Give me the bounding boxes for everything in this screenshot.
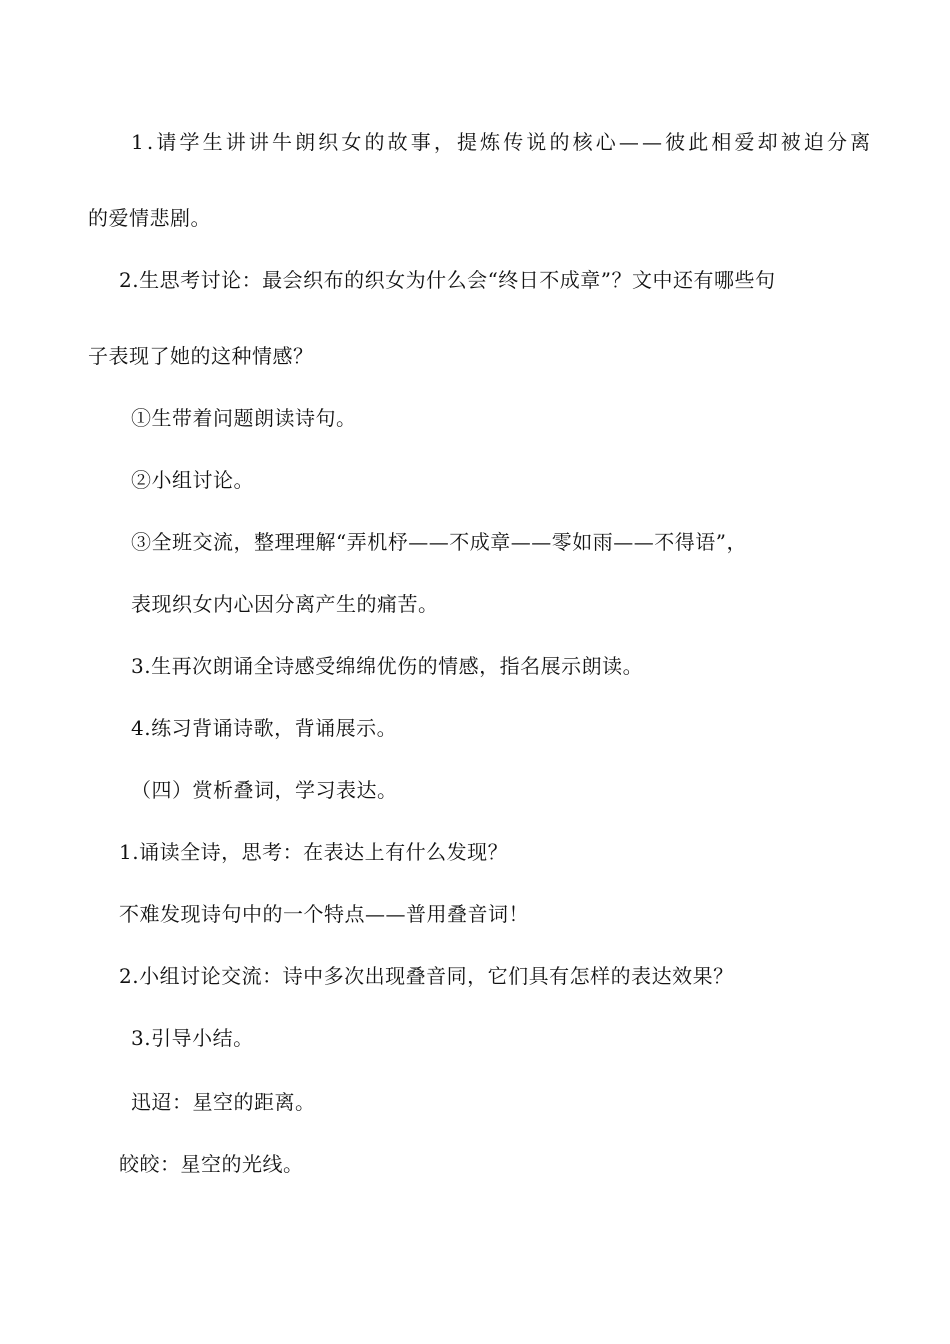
- paragraph-line-3: 2.生思考讨论：最会织布的织女为什么会“终日不成章”？文中还有哪些句: [119, 268, 776, 292]
- paragraph-line-16: 迅迢：星空的距离。: [131, 1090, 316, 1114]
- paragraph-line-6: ②小组讨论。: [131, 468, 254, 492]
- paragraph-line-2: 的爱情悲剧。: [88, 206, 211, 230]
- paragraph-line-10: 4.练习背诵诗歌，背诵展示。: [131, 716, 398, 740]
- paragraph-line-13: 不难发现诗句中的一个特点——普用叠音词！: [119, 902, 529, 926]
- paragraph-line-1: 1.请学生讲讲牛朗织女的故事，提炼传说的核心——彼此相爱却被迫分离: [131, 130, 874, 154]
- paragraph-line-17: 皎皎：星空的光线。: [119, 1152, 304, 1176]
- paragraph-line-8: 表现织女内心因分离产生的痛苦。: [131, 592, 439, 616]
- paragraph-line-7: ③全班交流，整理理解“弄机杼——不成章——零如雨——不得语”，: [131, 530, 747, 554]
- paragraph-line-15: 3.引导小结。: [131, 1026, 254, 1050]
- paragraph-line-4: 子表现了她的这种情感？: [88, 344, 314, 368]
- paragraph-line-14: 2.小组讨论交流：诗中多次出现叠音同，它们具有怎样的表达效果？: [119, 964, 734, 988]
- paragraph-line-12: 1.诵读全诗，思考：在表达上有什么发现？: [119, 840, 509, 864]
- section-heading-4: （四）赏析叠词，学习表达。: [131, 778, 398, 802]
- paragraph-line-5: ①生带着问题朗读诗句。: [131, 406, 357, 430]
- paragraph-line-9: 3.生再次朗诵全诗感受绵绵优伤的情感，指名展示朗读。: [131, 654, 644, 678]
